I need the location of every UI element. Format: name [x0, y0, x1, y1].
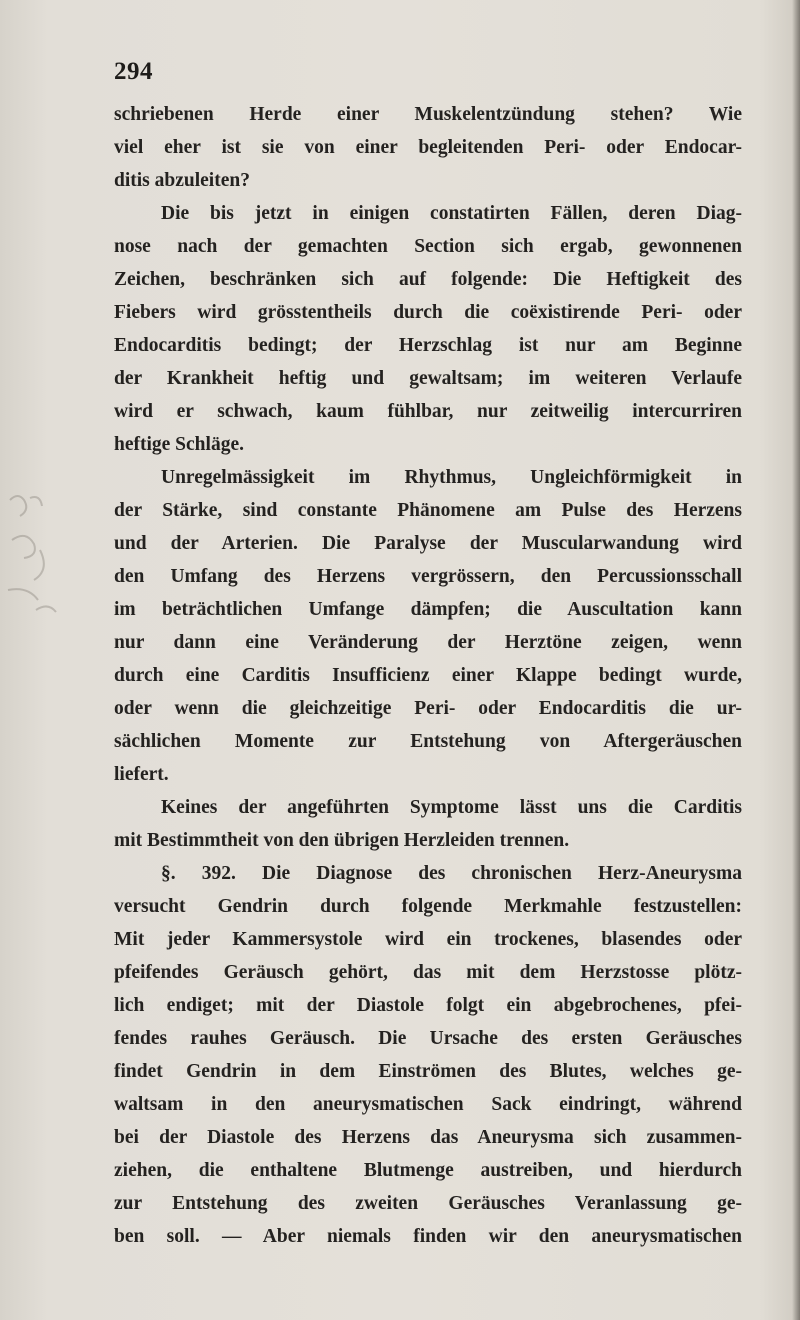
text-line: Zeichen, beschränken sich auf folgende: Die Heftigkeit des: [114, 269, 742, 290]
show-through-mark: [0, 480, 70, 650]
text-line: schriebenen Herde einer Muskelentzündung stehen? Wie: [114, 104, 742, 125]
text-line: fendes rauhes Geräusch. Die Ursache des ersten Geräusches: [114, 1028, 742, 1049]
body-text: [114, 98, 742, 1253]
text-line: im beträchtlichen Umfange dämpfen; die Auscultation kann: [114, 599, 742, 620]
text-line: zur Entstehung des zweiten Geräusches Veranlassung ge-: [114, 1193, 742, 1214]
text-line: Mit jeder Kammersystole wird ein trockenes, blasendes oder: [114, 929, 742, 950]
text-line: oder wenn die gleichzeitige Peri- oder Endocarditis die ur-: [114, 698, 742, 719]
text-line: wird er schwach, kaum fühlbar, nur zeitweilig intercurriren: [114, 401, 742, 422]
text-line: heftige Schläge.: [114, 434, 244, 455]
text-line: liefert.: [114, 764, 169, 785]
text-line: durch eine Carditis Insufficienz einer Klappe bedingt wurde,: [114, 665, 742, 686]
text-line: ben soll. — Aber niemals finden wir den aneurysmatischen: [114, 1226, 742, 1247]
text-line: und der Arterien. Die Paralyse der Muscularwandung wird: [114, 533, 742, 554]
section-heading-line: §. 392. Die Diagnose des chronischen Herz-Aneurysma: [161, 863, 742, 884]
text-line: versucht Gendrin durch folgende Merkmahle festzustellen:: [114, 896, 742, 917]
text-line: pfeifendes Geräusch gehört, das mit dem Herzstosse plötz-: [114, 962, 742, 983]
text-line: nur dann eine Veränderung der Herztöne zeigen, wenn: [114, 632, 742, 653]
text-line: bei der Diastole des Herzens das Aneurysma sich zusammen-: [114, 1127, 742, 1148]
text-line: ditis abzuleiten?: [114, 170, 250, 191]
text-line: Keines der angeführten Symptome lässt uns die Carditis: [161, 797, 742, 818]
text-line: Die bis jetzt in einigen constatirten Fällen, deren Diag-: [161, 203, 742, 224]
text-line: waltsam in den aneurysmatischen Sack eindringt, während: [114, 1094, 742, 1115]
text-line: Fiebers wird grösstentheils durch die coëxistirende Peri- oder: [114, 302, 742, 323]
text-line: Unregelmässigkeit im Rhythmus, Ungleichförmigkeit in: [161, 467, 742, 488]
text-line: nose nach der gemachten Section sich ergab, gewonnenen: [114, 236, 742, 257]
page-number: 294: [114, 58, 153, 85]
text-line: der Krankheit heftig und gewaltsam; im weiteren Verlaufe: [114, 368, 742, 389]
text-line: lich endiget; mit der Diastole folgt ein abgebrochenes, pfei-: [114, 995, 742, 1016]
text-line: sächlichen Momente zur Entstehung von Aftergeräuschen: [114, 731, 742, 752]
text-line: findet Gendrin in dem Einströmen des Blutes, welches ge-: [114, 1061, 742, 1082]
text-line: Endocarditis bedingt; der Herzschlag ist nur am Beginne: [114, 335, 742, 356]
page-edge-shadow: [792, 0, 800, 1320]
text-line: viel eher ist sie von einer begleitenden Peri- oder Endocar-: [114, 137, 742, 158]
text-line: ziehen, die enthaltene Blutmenge austreiben, und hierdurch: [114, 1160, 742, 1181]
text-line: den Umfang des Herzens vergrössern, den Percussionsschall: [114, 566, 742, 587]
text-line: der Stärke, sind constante Phänomene am Pulse des Herzens: [114, 500, 742, 521]
text-line: mit Bestimmtheit von den übrigen Herzleiden trennen.: [114, 830, 570, 851]
